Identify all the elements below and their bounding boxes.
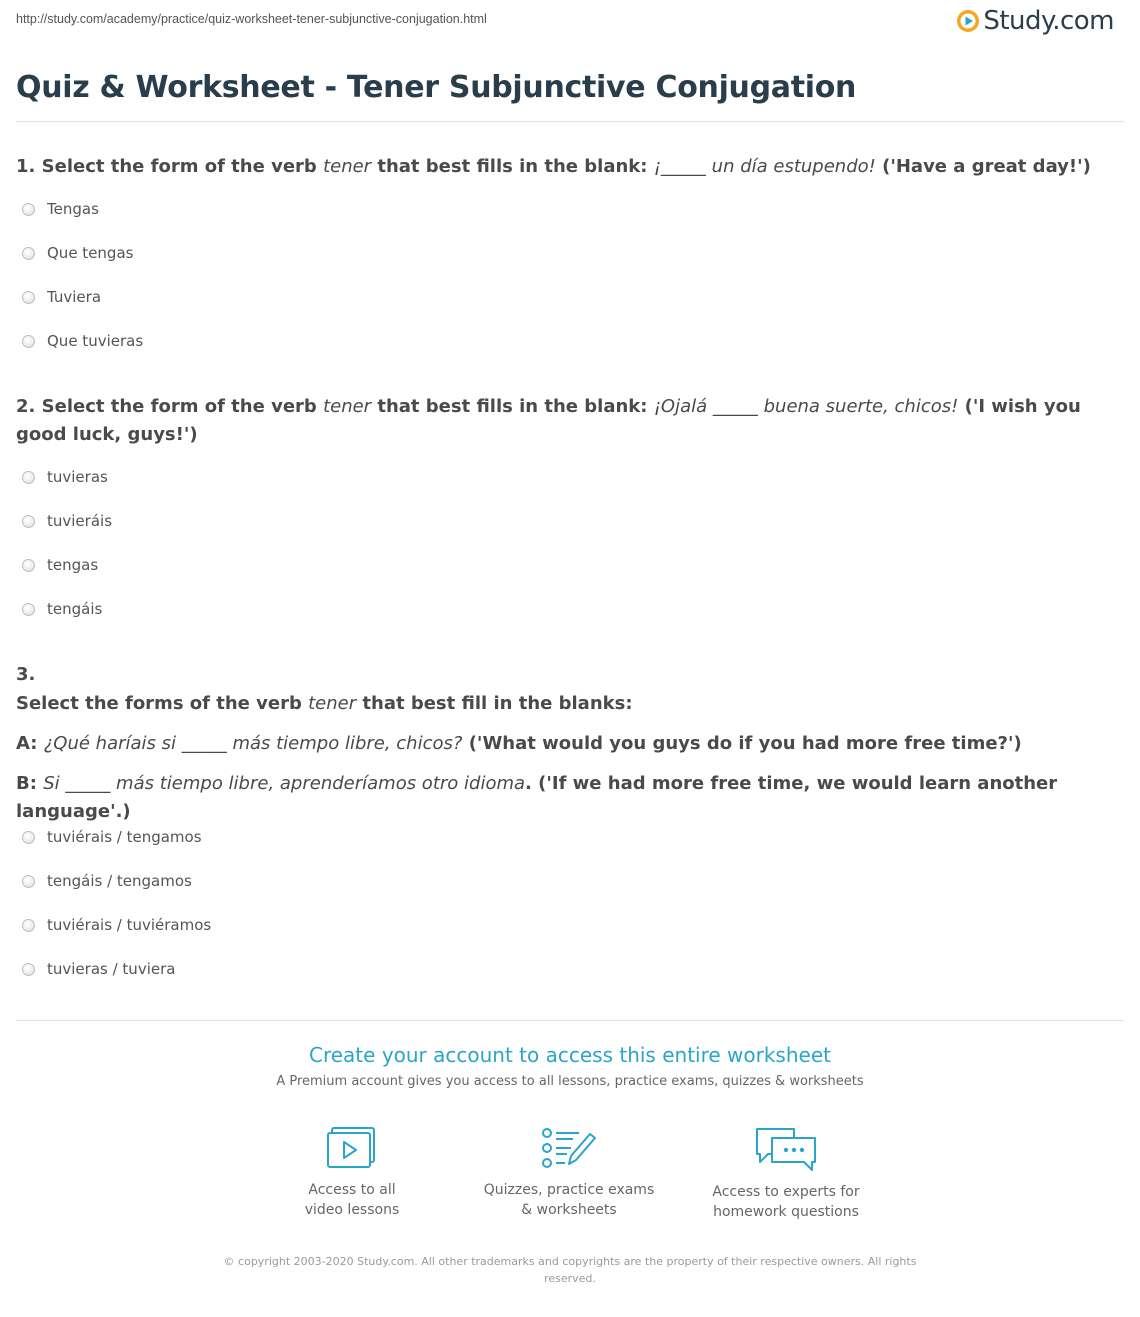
question-2-option[interactable]: tengáis [22,600,102,618]
page-title: Quiz & Worksheet - Tener Subjunctive Conjugation [16,70,857,105]
question-1-option[interactable]: Que tuvieras [22,332,143,350]
video-lesson-icon [326,1126,378,1170]
radio-button[interactable] [22,919,35,932]
question-1-option[interactable]: Tuviera [22,288,101,306]
question-1-option[interactable]: Tengas [22,200,99,218]
radio-button[interactable] [22,831,35,844]
page-url: http://study.com/academy/practice/quiz-worksheet-tener-subjunctive-conjugation.html [16,12,487,26]
question-3-number: 3. [16,664,36,685]
radio-button[interactable] [22,603,35,616]
question-3-option[interactable]: tuvieras / tuviera [22,960,175,978]
study-logo[interactable] [956,6,1114,36]
radio-button[interactable] [22,963,35,976]
feature-experts [686,1126,886,1222]
cta-title-link[interactable]: Create your account to access this entire worksheet [309,1043,831,1067]
radio-button[interactable] [22,335,35,348]
radio-button[interactable] [22,471,35,484]
feature-label: Quizzes, practice exams & worksheets [483,1182,655,1218]
question-2-text: 2. Select the form of the verb tener that best fills in the blank: ¡Ojalá _____ buena suerte, chicos! ('I wish you good luck, guys!') [16,396,1081,445]
radio-button[interactable] [22,203,35,216]
feature-label: Access to all video lessons [304,1182,400,1218]
question-2-option[interactable]: tuvieráis [22,512,112,530]
question-3-option[interactable]: tuviérais / tengamos [22,828,202,846]
question-3-option[interactable]: tuviérais / tuviéramos [22,916,211,934]
radio-button[interactable] [22,247,35,260]
play-logo-icon [956,9,980,33]
section-divider [16,1020,1124,1021]
quiz-checklist-icon [541,1126,597,1170]
cta-subtitle: A Premium account gives you access to all lessons, practice exams, quizzes & worksheets [276,1074,864,1089]
question-3-option[interactable]: tengáis / tengamos [22,872,192,890]
feature-label: Access to experts for homework questions [712,1184,860,1220]
question-3-line-a: A: ¿Qué haríais si _____ más tiempo libre, chicos? ('What would you guys do if you had more free time?') [16,733,1022,754]
question-1-text: 1. Select the form of the verb tener that best fills in the blank: ¡_____ un día estupendo! ('Have a great day!') [16,156,1091,177]
question-3-text: Select the forms of the verb tener that best fill in the blanks: [16,693,633,714]
feature-quizzes [469,1126,669,1220]
radio-button[interactable] [22,291,35,304]
question-1-option[interactable]: Que tengas [22,244,133,262]
title-divider [16,121,1124,122]
chat-bubbles-icon [754,1126,818,1172]
logo-text: Study.com [983,6,1114,36]
question-3-line-b: B: Si _____ más tiempo libre, aprenderíamos otro idioma. ('If we had more free time, we would learn another language'.) [16,773,1058,822]
question-2-option[interactable]: tuvieras [22,468,108,486]
radio-button[interactable] [22,559,35,572]
radio-button[interactable] [22,875,35,888]
question-2-option[interactable]: tengas [22,556,98,574]
copyright-notice: © copyright 2003-2020 Study.com. All other trademarks and copyrights are the property of their respective owners. All rights reserved. [223,1255,917,1285]
radio-button[interactable] [22,515,35,528]
feature-video-lessons [252,1126,452,1220]
